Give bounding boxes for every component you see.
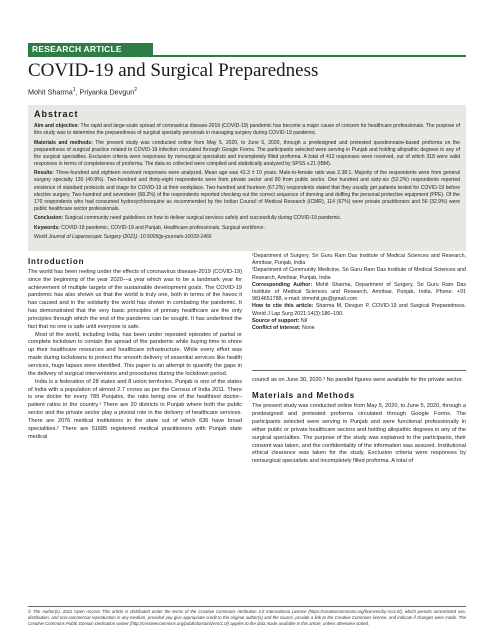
abstract-conclusion-text: Surgical community need guidelines on how to deliver surgical services safely and successfully during COVID-19 pandemic.	[64, 215, 342, 222]
abstract-methods-label: Materials and methods:	[34, 139, 93, 146]
abstract-conclusion-label: Conclusion:	[34, 215, 64, 222]
conflict-of-interest-text: None	[302, 325, 315, 332]
how-to-cite	[252, 303, 466, 317]
affiliation-2: ²Department of Community Medicine, Sri Guru Ram Das Institute of Medical Sciences and Research, Amritsar, Punjab, India	[252, 267, 466, 281]
abstract-keywords-label: Keywords:	[34, 224, 60, 231]
author-name: Priyanka Devgun	[79, 87, 135, 97]
intro-paragraph: Most of the world, including India, has been under repeated episodes of partial or complete lockdown to contain the spread of the pandemic while buying time to shore up their healthcare resources and healthcare infrastructure. While every effort was made during lockdowns to protect the smooth delivery of essential services like health services, huge lapses were identified. This paper is an attempt to quantify the gaps in the delivery of surgical interventions and procedures during the lockdown period.	[28, 331, 242, 377]
methods-paragraph: The present study was conducted online from May 5, 2020, to June 5, 2020, through a predesigned and pretested proforma circulated through Google Forms. The participants selected were serving in Punjab and were functional professionally in either public or private healthcare sectors and holding allopathic degrees in any of the surgical specialties. The purpose of the study was explained to the participants, their consent was taken, and the confidentiality of the information was assured. Institutional ethical clearance was taken for the study. Exclusion criteria were responses by nonsurgical specialists and incompletely filled proforma. A total of	[252, 403, 466, 465]
abstract-body	[34, 123, 460, 243]
source-of-support-text: Nil	[300, 317, 308, 324]
conflict-of-interest	[252, 325, 466, 332]
corresponding-author-label: Corresponding Author:	[252, 281, 313, 288]
right-column	[252, 253, 466, 466]
abstract-methods-text: The present study was conducted online from May 5, 2020, to June 5, 2020, through a predesigned and pretested questionnaire-based proforma on the preparedness of surgical practice related to COVID-19 infection circulated through Google Forms. The participants selected were serving in Punjab and holding allopathic degrees in any of the surgical specialties. Exclusion criteria were responses by nonsurgical specialists and incompletely filled proforma. A total of 412 responses were received, out of which 318 were valid responses in terms of completeness of proforma. The data so collected were compiled and statistically analyzed by SPSS v.21 (IBM).	[34, 139, 460, 167]
abstract-results-label: Results:	[34, 170, 54, 177]
affiliation-mark: 2	[134, 87, 138, 93]
how-to-cite-text: Sharma M, Devgun P. COVID-19 and Surgical Preparedness. World J Lap Surg 2021;14(3):186–190.	[252, 303, 466, 317]
intro-paragraph: The world has been reeling under the effects of coronavirus disease-2019 (COVID-19) since the beginning of the year 2020—a year which was to be a landmark year for achievement of multiple targets of the sustainable development goals. The COVID-19 pandemic has also shown us that the world is truly one, both in terms of the havoc it has caused and in the solidarity the world has shown in combating the pandemic. It has demonstrated that the very basic principles of primary healthcare are the only principles through which the end of the pandemic can be sought. It has underlined the fact that no one is safe until everyone is safe.	[28, 268, 242, 330]
conflict-of-interest-label: Conflict of interest:	[252, 325, 301, 332]
source-of-support	[252, 318, 466, 325]
license-footer: © The Author(s). 2021 Open Access This article is distributed under the terms of the Creative Commons Attribution 4.0 International License (https://creativecommons.org/licenses/by-nc/4.0/), which permits unrestricted use, distribution, and non-commercial reproduction in any medium, provided you give appropriate credit to the original author(s) and the source, provide a link to the Creative Commons license, and indicate if changes were made. The Creative Commons Public Domain Dedication waiver (http://creativecommons.org/publicdomain/zero/1.0/) applies to the data made available in this article, unless otherwise stated.	[28, 609, 466, 626]
intro-continued-paragraph: council as on June 30, 2020.³ No parallel figures were available for the private sector.	[252, 376, 463, 383]
affiliation-1: ¹Department of Surgery, Sri Guru Ram Das Institute of Medical Sciences and Research, Amritsar, Punjab, India	[252, 253, 466, 267]
corresponding-author	[252, 282, 466, 304]
author-line: Mohit Sharma$^1$, Priyanka Devgun$^2$	[28, 87, 138, 97]
intro-paragraph: India is a federation of 28 states and 8 union territories. Punjab is one of the states of India with a population of almost 2.7 crores as per the Census of India 2011. There is one doctor for every 789 Punjabis, the ratio being one of the healthiest doctor–patient ratios in the country.¹ There are 20 districts in Punjab where both the public sector and the private sector play a pivotal role in the delivery of healthcare services. There are 2076 medical institutions in the state out of which 636 have broad specialities.² There are 51685 registered medical practitioners with Punjab state medical	[28, 378, 242, 440]
abstract-aim-text: The rapid and large-scale spread of coronavirus disease-2019 (COVID-19) pandemic has become a major cause of concern for healthcare professionals. The purpose of this study was to determine the preparedness of surgical specialty personals in managing surgery during COVID-19 pandemic.	[34, 123, 460, 137]
abstract-keywords-text: COVID-19 pandemic, COVID-19 and Punjab, Healthcare professionals, Surgical workforce.	[61, 224, 265, 231]
abstract-heading: Abstract	[34, 109, 79, 119]
abstract-results-text: Three-hundred and eighteen received responses were analyzed. Mean age was 42.3 ± 10 years. Male-to-female ratio was 2.38:1. Majority of the respondents were from general surgery specialty 130 (40.8%). Two-hundred and thirty-eight respondents were from private sector and 80 from public sector. One hundred and sixty-six (52.2%) respondents reported existence of standard protocols and triage for COVID-19 at their workplace. Two-hundred and fourteen (67.2%) respondents stated that they usually get patients tested for COVID-19 before elective surgery. Two-hundred and seventeen (68.2%) of the respondents reported checking out the correct sequence of donning and doffing the personal protective equipment (PPE). Of the 170 respondents who had consumed hydroxychloroquine as recommended by the Indian Council of Medical Research (ICMR), 114 (67%) were private practitioners and 56 (32.9%) were public healthcare sector professionals.	[34, 170, 461, 213]
how-to-cite-label: How to cite this article:	[252, 303, 314, 310]
abstract-aim-label: Aim and objective:	[34, 123, 80, 129]
abstract-aim	[34, 123, 460, 137]
abstract-conclusion	[34, 215, 460, 222]
methods-heading: Materials and Methods	[252, 391, 356, 401]
abstract-methods	[34, 140, 460, 169]
journal-citation: World Journal of Laparoscopic Surgery (2021): 10.5005/jp-journals-10033-1466	[34, 234, 212, 241]
corresponding-author-text: Mohit Sharma, Department of Surgery, Sri Guru Ram Das Institute of Medical Sciences and Research, Amritsar, Punjab, India, Phone: +91 9814651788, e-mail: drmohit.gis@gmail.com	[252, 281, 466, 303]
abstract-results	[34, 170, 460, 213]
source-of-support-label: Source of support:	[252, 317, 300, 324]
abstract-box	[28, 105, 466, 251]
header-rule	[28, 55, 466, 57]
affiliation-divider	[252, 370, 466, 371]
author-name: Mohit Sharma	[28, 87, 73, 97]
left-column	[28, 253, 242, 441]
footer-rule	[28, 606, 466, 607]
introduction-heading: Introduction	[28, 257, 85, 266]
affiliation-block	[252, 253, 466, 367]
article-title: COVID-19 and Surgical Preparedness	[28, 60, 319, 81]
abstract-keywords	[34, 225, 460, 232]
section-label: RESEARCH ARTICLE	[28, 43, 153, 55]
affiliation-mark: 1	[72, 87, 76, 93]
